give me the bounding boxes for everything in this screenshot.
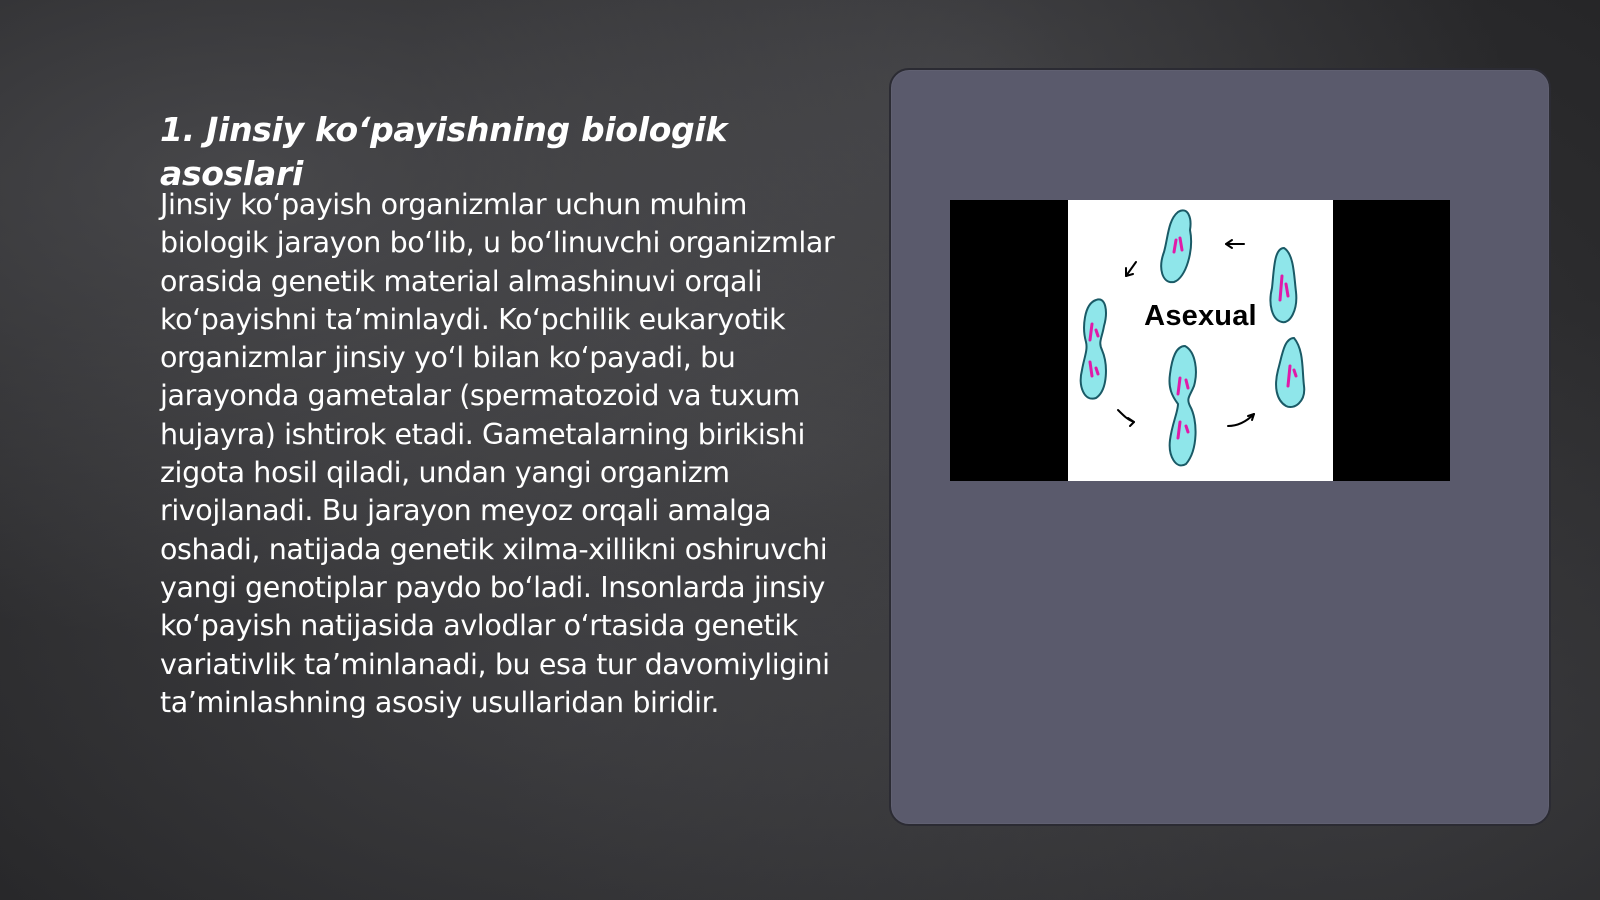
asexual-reproduction-figure (950, 200, 1450, 481)
slide-body-text: Jinsiy ko‘payish organizmlar uchun muhim biologik jarayon bo‘lib, u bo‘linuvchi organizmlar orasida genetik material almashinuvi orqali ko‘payishni ta’minlaydi. Ko‘pchilik eukaryotik organizmlar jinsiy yo‘l bilan ko‘payadi, bu jarayonda gametalar (spermatozoid va tuxum hujayra) ishtirok etadi. Gametalarning birikishi zigota hosil qiladi, undan yangi organizm rivojlanadi. Bu jarayon meyoz orqali amalga oshadi, natijada genetik xilma-xillikni oshiruvchi yangi genotiplar paydo bo‘ladi. Insonlarda jinsiy ko‘payish natijasida avlodlar o‘rtasida genetik variativlik ta’minlanadi, bu esa tur davomiyligini ta’minlashning asosiy usullaridan biridir. (160, 188, 835, 719)
slide-title: 1. Jinsiy ko‘payishning biologik asoslari (160, 110, 728, 193)
cell-cycle-diagram (1068, 200, 1333, 481)
figure-label: Asexual (1144, 300, 1257, 332)
figure-illustration (1068, 200, 1333, 481)
cell-center-dividing (1169, 346, 1195, 465)
